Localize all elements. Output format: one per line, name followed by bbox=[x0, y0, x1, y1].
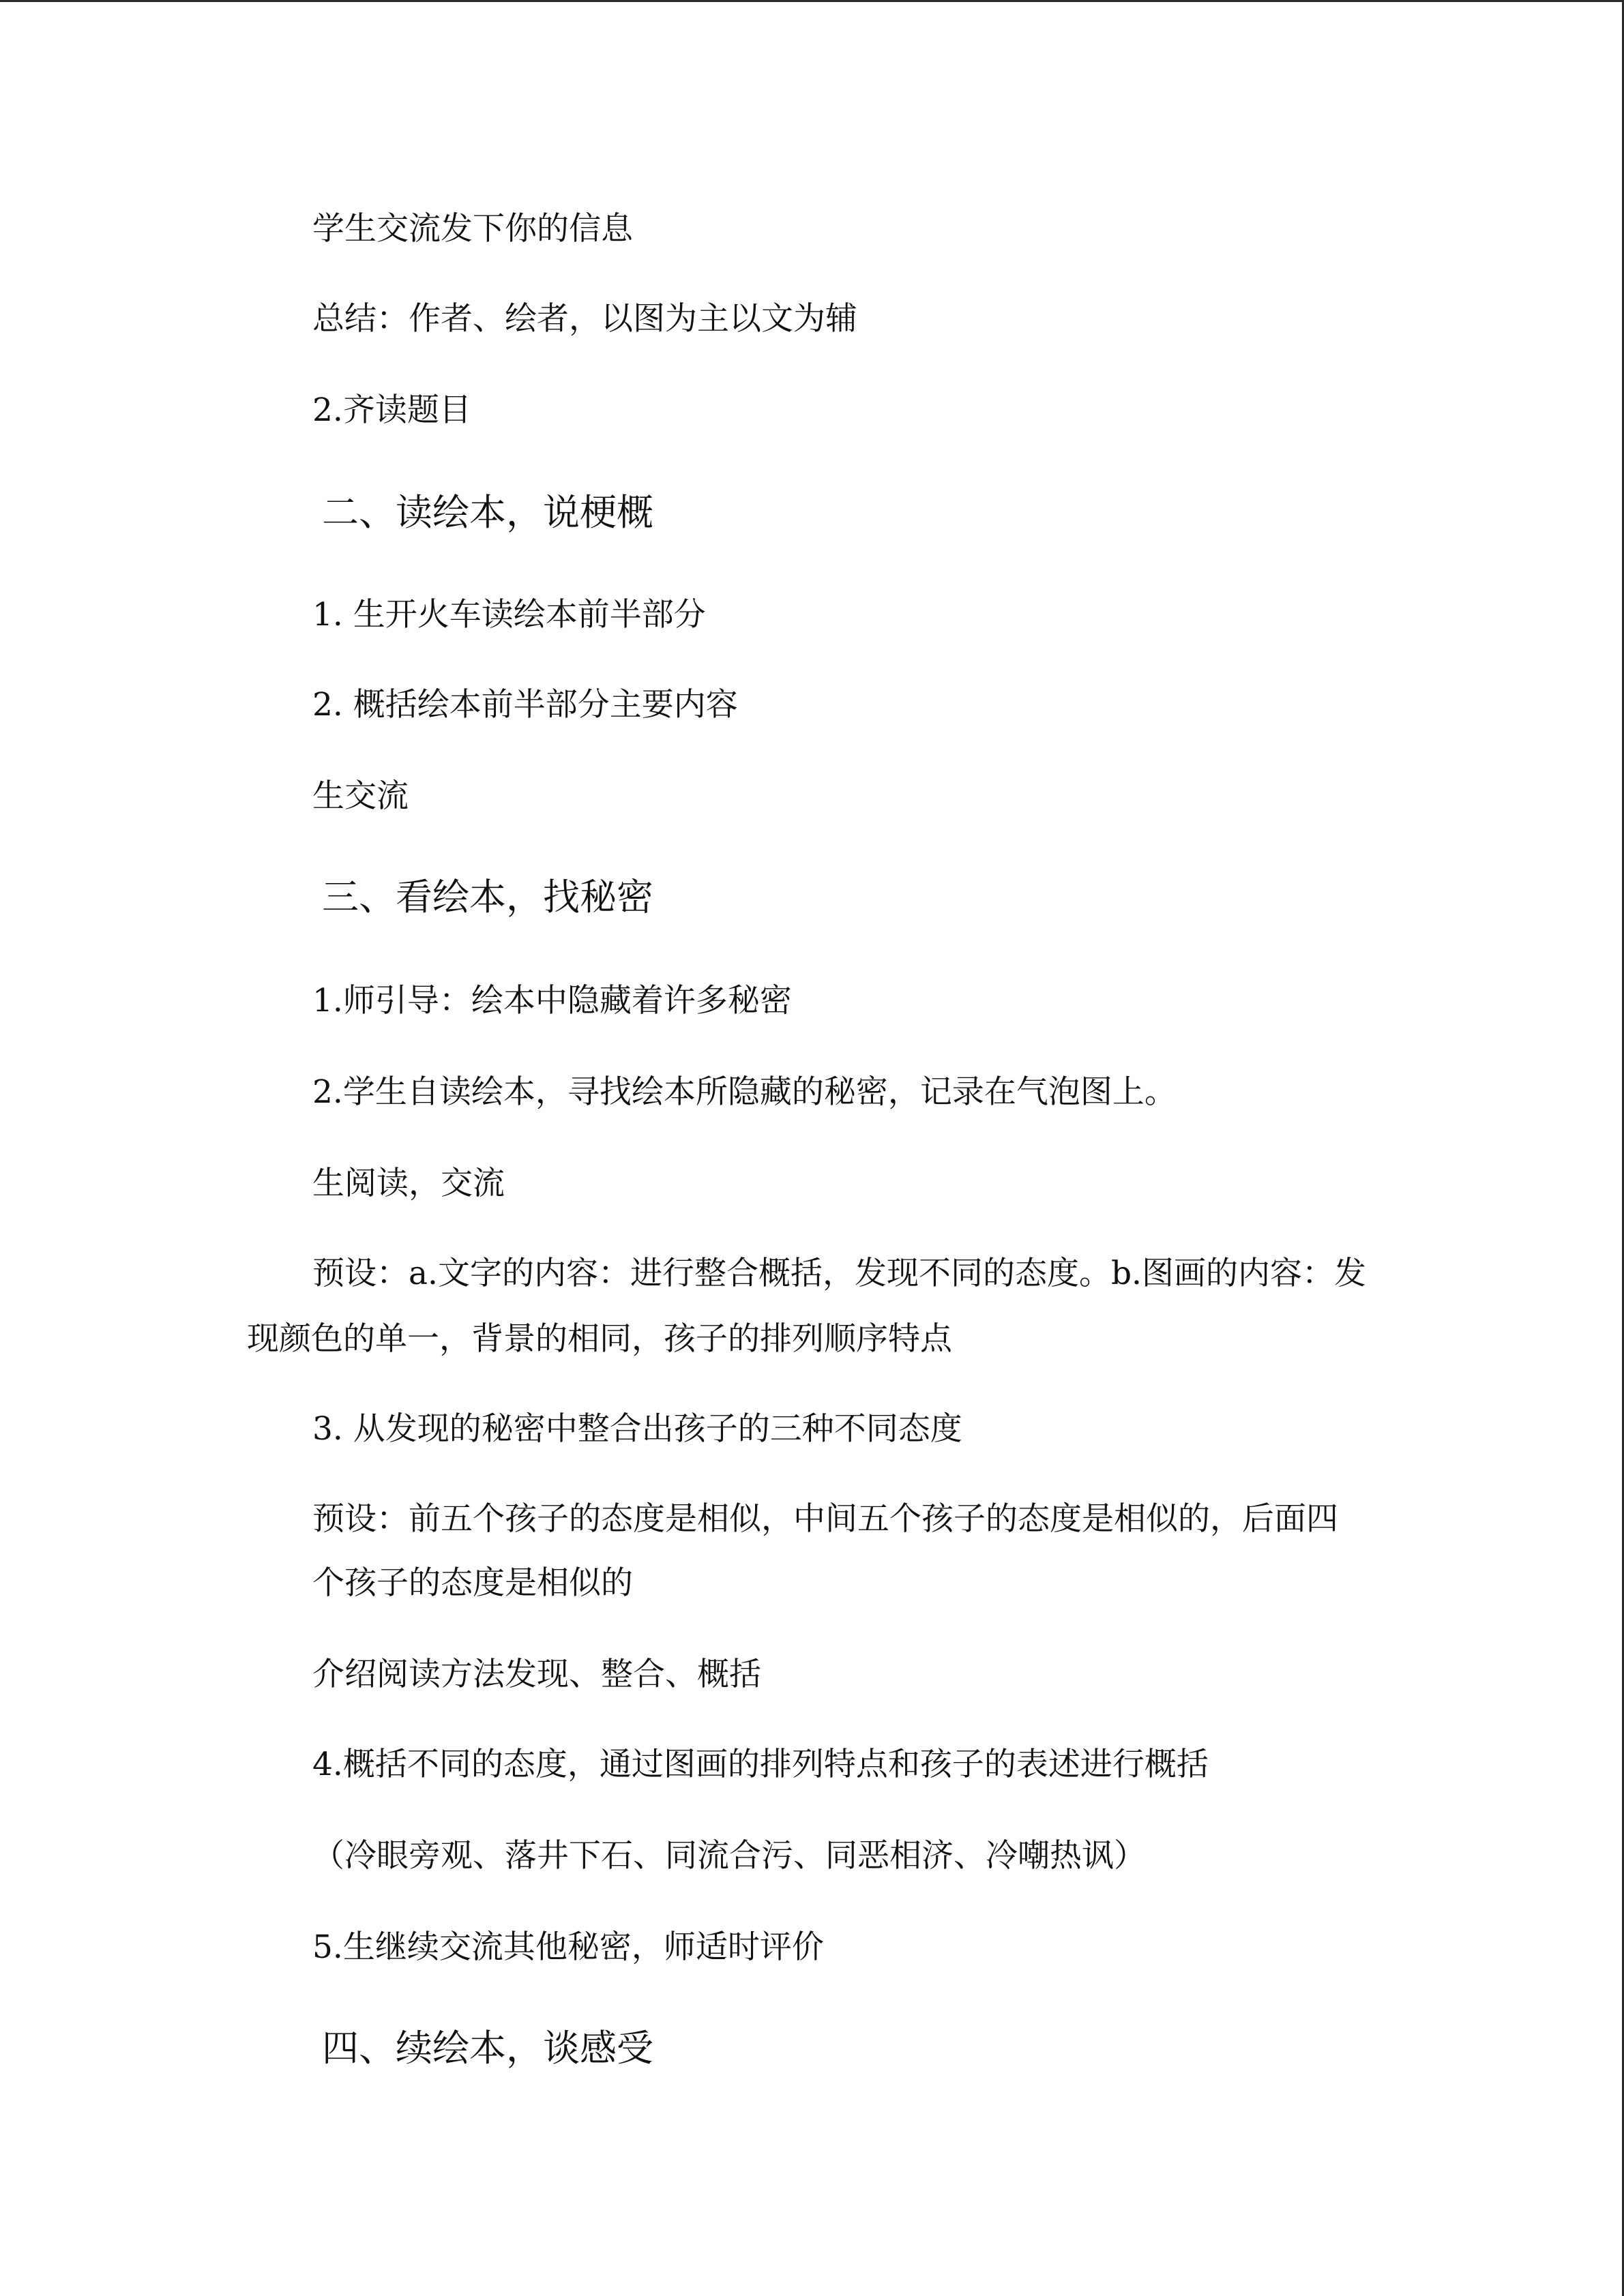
paragraph-summary: 总结：作者、绘者，以图为主以文为辅 bbox=[312, 300, 857, 338]
section-heading-2: 二、读绘本，说梗概 bbox=[322, 491, 653, 534]
paragraph-reading-method: 介绍阅读方法发现、整合、概括 bbox=[312, 1656, 761, 1693]
paragraph-preset-1-line-2: 现颜色的单一，背景的相同，孩子的排列顺序特点 bbox=[247, 1320, 952, 1358]
section-heading-4: 四、续绘本，谈感受 bbox=[322, 2027, 653, 2070]
list-item-1: 1. 生开火车读绘本前半部分 bbox=[312, 596, 706, 633]
list-item-4: 4.概括不同的态度，通过图画的排列特点和孩子的表述进行概括 bbox=[312, 1746, 1209, 1783]
list-item-5: 5.生继续交流其他秘密，师适时评价 bbox=[312, 1928, 824, 1966]
paragraph-preset-1-line-1: 预设：a.文字的内容：进行整合概括，发现不同的态度。b.图画的内容：发 bbox=[312, 1255, 1366, 1292]
list-item-2: 2. 概括绘本前半部分主要内容 bbox=[312, 686, 738, 724]
paragraph-teacher-guide: 1.师引导：绘本中隐藏着许多秘密 bbox=[312, 982, 792, 1019]
page-border-top bbox=[0, 0, 1624, 2]
paragraph-preset-2-line-2: 个孩子的态度是相似的 bbox=[312, 1564, 633, 1602]
paragraph-student-exchange-2: 生交流 bbox=[312, 777, 409, 815]
paragraph-preset-2-line-1: 预设：前五个孩子的态度是相似，中间五个孩子的态度是相似的，后面四 bbox=[312, 1500, 1338, 1538]
list-item-3: 3. 从发现的秘密中整合出孩子的三种不同态度 bbox=[312, 1410, 962, 1448]
paragraph-self-reading: 2.学生自读绘本，寻找绘本所隐藏的秘密，记录在气泡图上。 bbox=[312, 1073, 1177, 1111]
paragraph-reading-exchange: 生阅读，交流 bbox=[312, 1165, 505, 1202]
paragraph-attitudes: （冷眼旁观、落井下石、同流合污、同恶相济、冷嘲热讽） bbox=[312, 1837, 1146, 1875]
paragraph-read-title: 2.齐读题目 bbox=[312, 391, 471, 429]
paragraph-student-exchange: 学生交流发下你的信息 bbox=[312, 210, 633, 248]
section-heading-3: 三、看绘本，找秘密 bbox=[322, 876, 653, 919]
